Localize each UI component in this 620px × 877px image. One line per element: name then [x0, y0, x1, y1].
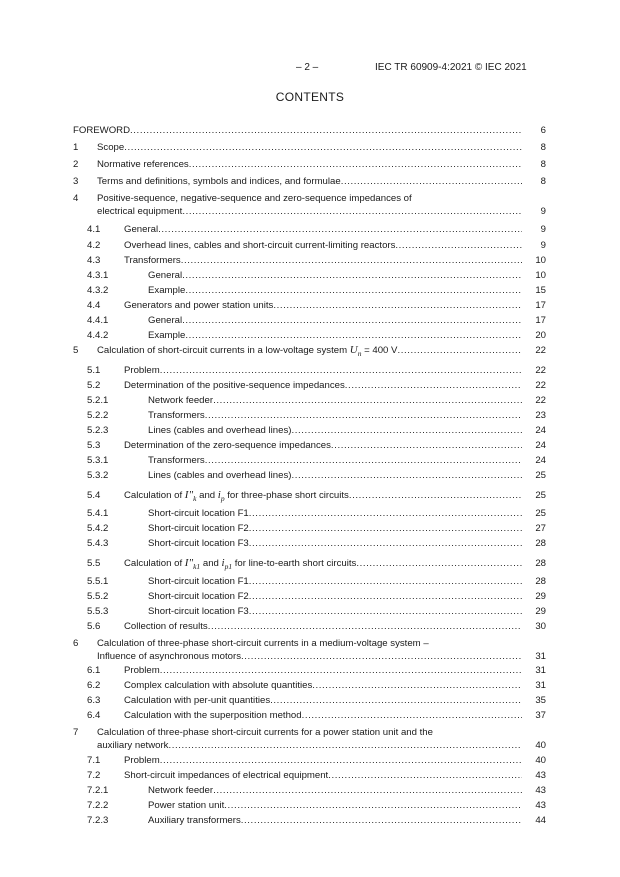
toc-line [124, 694, 522, 707]
toc-page-number: 28 [535, 558, 546, 569]
toc-number: 5.2.3 [87, 425, 109, 436]
toc-page-number: 31 [535, 651, 546, 662]
toc-line [124, 239, 522, 252]
toc-number: 5.4 [87, 490, 101, 501]
toc-number: 5.2.2 [87, 410, 109, 421]
dot-leader [224, 799, 522, 812]
toc-page-number: 22 [535, 365, 546, 376]
toc-number: 6.1 [87, 665, 101, 676]
toc-number: 4.4.2 [87, 330, 109, 341]
toc-number: 5.5 [87, 558, 101, 569]
toc-line [124, 620, 522, 633]
toc-line [97, 650, 522, 663]
math-symbol: $i_{p1}$ [221, 557, 233, 572]
toc-page-number: 35 [535, 695, 546, 706]
toc-page-number: 44 [535, 815, 546, 826]
toc-line [148, 424, 522, 437]
toc-text: Example [148, 285, 186, 296]
toc-line [148, 537, 522, 550]
page-number: – 2 – [296, 62, 319, 73]
toc-text: auxiliary network [97, 740, 169, 751]
toc-page-number: 43 [535, 770, 546, 781]
dot-leader [302, 709, 522, 722]
toc-text: Scope [97, 142, 125, 153]
toc-number: 4 [73, 193, 79, 204]
toc-text: Normative references [97, 159, 189, 170]
toc-entry[interactable] [73, 379, 546, 392]
math-subscript: p [220, 494, 225, 504]
toc-text: Lines (cables and overhead lines) [148, 425, 292, 436]
toc-line [148, 329, 522, 342]
toc-entry[interactable] [73, 522, 546, 535]
toc-line [124, 557, 522, 573]
toc-entry[interactable] [73, 694, 546, 707]
toc-text: Generators and power station units [124, 300, 274, 311]
dot-leader [312, 679, 522, 692]
toc-line [97, 205, 522, 218]
toc-number: 5.4.2 [87, 523, 109, 534]
toc-text: Calculation of short-circuit currents in a low-voltage system $U_n = 400$ V [97, 344, 398, 359]
toc-number: 4.4 [87, 300, 101, 311]
toc-page-number: 8 [540, 176, 546, 187]
toc-text: Calculation with per-unit quantities [124, 695, 271, 706]
dot-leader [124, 141, 522, 154]
math-symbol: $U_n$ [349, 344, 362, 359]
toc-line [97, 344, 522, 360]
toc-entry[interactable] [73, 769, 546, 782]
toc-text: General [148, 270, 183, 281]
dot-leader [270, 694, 522, 707]
dot-leader [249, 537, 522, 550]
dot-leader [349, 489, 522, 505]
dot-leader [182, 269, 522, 282]
toc-page-number: 43 [535, 800, 546, 811]
toc-entry[interactable] [73, 489, 546, 502]
dot-leader [249, 507, 522, 520]
dot-leader [160, 364, 522, 377]
toc-number: 7.2 [87, 770, 101, 781]
toc-number: 4.4.1 [87, 315, 109, 326]
dot-leader [130, 124, 522, 137]
toc-line [124, 223, 522, 236]
toc-text: Short-circuit location F3 [148, 606, 249, 617]
toc-text: General [148, 315, 183, 326]
math-subscript: k [193, 494, 197, 504]
toc-entry[interactable] [73, 141, 546, 154]
toc-number: 4.3 [87, 255, 101, 266]
toc-page-number: 10 [535, 270, 546, 281]
toc-text: Short-circuit location F2 [148, 523, 249, 534]
toc-text: Power station unit [148, 800, 225, 811]
toc-entry[interactable] [73, 424, 546, 437]
toc-number: 4.3.2 [87, 285, 109, 296]
toc-text: Determination of the zero-sequence impedances [124, 440, 331, 451]
toc-line [148, 784, 522, 797]
standard-reference: IEC TR 60909-4:2021 © IEC 2021 [375, 62, 527, 73]
dot-leader [331, 439, 522, 452]
toc-number: 5.2.1 [87, 395, 109, 406]
toc-text: electrical equipment [97, 206, 183, 217]
dot-leader [185, 284, 522, 297]
toc-line [124, 254, 522, 267]
toc-page-number: 31 [535, 665, 546, 676]
dot-leader [182, 314, 522, 327]
toc-page-number: 15 [535, 285, 546, 296]
toc-entry[interactable] [73, 439, 546, 452]
toc-page-number: 8 [540, 142, 546, 153]
dot-leader [241, 650, 522, 663]
toc-text: Complex calculation with absolute quantities [124, 680, 313, 691]
toc-page-number: 29 [535, 606, 546, 617]
toc-line [124, 489, 522, 505]
toc-text: Lines (cables and overhead lines) [148, 470, 292, 481]
dot-leader [205, 409, 522, 422]
toc-page-number: 22 [535, 395, 546, 406]
toc-number: 5.3.1 [87, 455, 109, 466]
dot-leader [328, 769, 522, 782]
dot-leader [213, 784, 522, 797]
toc-text: Short-circuit location F1 [148, 576, 249, 587]
toc-page-number: 17 [535, 315, 546, 326]
toc-number: 7 [73, 727, 79, 738]
toc-entry[interactable] [73, 124, 546, 137]
toc-page-number: 20 [535, 330, 546, 341]
toc-entry[interactable] [73, 284, 546, 297]
toc-line [97, 175, 522, 188]
dot-leader [356, 557, 522, 573]
toc-entry[interactable] [73, 344, 546, 357]
toc-number: 5.4.1 [87, 508, 109, 519]
toc-line [97, 739, 522, 752]
toc-page-number: 29 [535, 591, 546, 602]
math-subscript: k1 [193, 562, 201, 572]
toc-entry[interactable] [73, 175, 546, 188]
toc-text: Short-circuit location F2 [148, 591, 249, 602]
toc-text: Collection of results [124, 621, 208, 632]
toc-text: Determination of the positive-sequence impedances [124, 380, 345, 391]
dot-leader [189, 158, 522, 171]
toc-entry[interactable] [73, 364, 546, 377]
toc-line [124, 754, 522, 767]
toc-number: 5.3 [87, 440, 101, 451]
toc-line [97, 141, 522, 154]
toc-page-number: 8 [540, 159, 546, 170]
toc-number: 4.1 [87, 224, 101, 235]
toc-line [124, 709, 522, 722]
toc-text: Transformers [124, 255, 181, 266]
toc-line [148, 575, 522, 588]
dot-leader [249, 605, 522, 618]
toc-page-number: 22 [535, 380, 546, 391]
dot-leader [395, 239, 522, 252]
toc-text: Terms and definitions, symbols and indices, and formulae [97, 176, 341, 187]
toc-text: Auxiliary transformers [148, 815, 241, 826]
toc-text: Positive-sequence, negative-sequence and zero-sequence impedances of [97, 193, 412, 204]
toc-text: Short-circuit location F3 [148, 538, 249, 549]
toc-page-number: 40 [535, 740, 546, 751]
toc-entry[interactable] [73, 469, 546, 482]
toc-line [148, 454, 522, 467]
toc-line [148, 314, 522, 327]
toc-line [148, 409, 522, 422]
toc-entry[interactable] [73, 679, 546, 692]
toc-number: 5.5.1 [87, 576, 109, 587]
toc-line [148, 394, 522, 407]
dot-leader [341, 175, 522, 188]
toc-page-number: 24 [535, 440, 546, 451]
toc-page-number: 25 [535, 470, 546, 481]
toc-entry[interactable] [73, 799, 546, 812]
toc-text: Network feeder [148, 395, 214, 406]
contents-title: CONTENTS [275, 90, 345, 104]
toc-entry[interactable] [73, 223, 546, 236]
toc-number: 2 [73, 159, 79, 170]
toc-text: Problem [124, 365, 160, 376]
toc-page-number: 25 [535, 508, 546, 519]
toc-text: Short-circuit impedances of electrical equipment [124, 770, 329, 781]
toc-entry[interactable] [73, 192, 546, 218]
toc-page-number: 10 [535, 255, 546, 266]
math-symbol: $I"_{k1}$ [184, 557, 201, 572]
toc-line [124, 364, 522, 377]
toc-number: 7.2.2 [87, 800, 109, 811]
toc-text: Overhead lines, cables and short-circuit current-limiting reactors [124, 240, 396, 251]
toc-number: 6.4 [87, 710, 101, 721]
toc-number: 3 [73, 176, 79, 187]
toc-entry[interactable] [73, 394, 546, 407]
toc-entry[interactable] [73, 537, 546, 550]
toc-number: 5.5.2 [87, 591, 109, 602]
toc-number: 5 [73, 345, 79, 356]
toc-entry[interactable] [73, 664, 546, 677]
dot-leader [397, 344, 522, 360]
math-symbol: $I"_k$ [184, 489, 197, 504]
toc-text: Transformers [148, 455, 205, 466]
toc-entry[interactable] [73, 637, 546, 663]
toc-text: Problem [124, 755, 160, 766]
dot-leader [249, 575, 522, 588]
toc-page-number: 30 [535, 621, 546, 632]
toc-text: General [124, 224, 159, 235]
toc-page-number: 40 [535, 755, 546, 766]
toc-page-number: 24 [535, 455, 546, 466]
math-symbol: $i_p$ [217, 489, 225, 504]
math-subscript: n [357, 349, 362, 359]
toc-number: 7.2.1 [87, 785, 109, 796]
toc-number: 4.2 [87, 240, 101, 251]
toc-entry[interactable] [73, 269, 546, 282]
dot-leader [345, 379, 522, 392]
toc-entry[interactable] [73, 814, 546, 827]
dot-leader [273, 299, 522, 312]
dot-leader [160, 664, 522, 677]
toc-entry[interactable] [73, 254, 546, 267]
toc-page-number: 25 [535, 490, 546, 501]
toc-entry[interactable] [73, 507, 546, 520]
toc-page-number: 17 [535, 300, 546, 311]
dot-leader [205, 454, 522, 467]
toc-line [124, 379, 522, 392]
toc-page-number: 23 [535, 410, 546, 421]
toc-entry[interactable] [73, 605, 546, 618]
toc-text: Example [148, 330, 186, 341]
toc-number: 5.6 [87, 621, 101, 632]
dot-leader [208, 620, 522, 633]
toc-page-number: 24 [535, 425, 546, 436]
toc-text: Short-circuit location F1 [148, 508, 249, 519]
toc-line [124, 679, 522, 692]
toc-number: 5.1 [87, 365, 101, 376]
dot-leader [158, 223, 522, 236]
toc-entry[interactable] [73, 726, 546, 752]
toc-number: 6.2 [87, 680, 101, 691]
toc-line [148, 814, 522, 827]
toc-line [148, 284, 522, 297]
dot-leader [168, 739, 522, 752]
toc-number: 7.2.3 [87, 815, 109, 826]
toc-line [124, 769, 522, 782]
toc-entry[interactable] [73, 454, 546, 467]
toc-line [148, 799, 522, 812]
toc-page-number: 28 [535, 576, 546, 587]
toc-line [124, 664, 522, 677]
toc-number: 4.3.1 [87, 270, 109, 281]
toc-text: FOREWORD [73, 125, 131, 136]
toc-entry[interactable] [73, 754, 546, 767]
toc-line [124, 299, 522, 312]
toc-page-number: 9 [540, 224, 546, 235]
toc-text: Problem [124, 665, 160, 676]
toc-entry[interactable] [73, 314, 546, 327]
toc-page-number: 9 [540, 206, 546, 217]
toc-entry[interactable] [73, 709, 546, 722]
toc-page-number: 31 [535, 680, 546, 691]
toc-line [148, 269, 522, 282]
toc-number: 5.4.3 [87, 538, 109, 549]
toc-text: Calculation with the superposition method [124, 710, 302, 721]
toc-page-number: 22 [535, 345, 546, 356]
toc-entry[interactable] [73, 620, 546, 633]
toc-entry[interactable] [73, 575, 546, 588]
dot-leader [182, 205, 522, 218]
toc-number: 7.1 [87, 755, 101, 766]
dot-leader [160, 754, 522, 767]
toc-line [148, 469, 522, 482]
toc-page-number: 37 [535, 710, 546, 721]
toc-text: Influence of asynchronous motors [97, 651, 241, 662]
dot-leader [241, 814, 522, 827]
toc-number: 6 [73, 638, 79, 649]
toc-line [124, 439, 522, 452]
toc-text: Calculation of three-phase short-circuit currents for a power station unit and the [97, 727, 433, 738]
toc-line [148, 590, 522, 603]
toc-text: Calculation of $I"_{k1}$ and $i_{p1}$ for line-to-earth short circuits [124, 557, 357, 572]
toc-entry[interactable] [73, 299, 546, 312]
toc-entry[interactable] [73, 590, 546, 603]
math-subscript: p1 [224, 562, 233, 572]
toc-number: 6.3 [87, 695, 101, 706]
toc-text: Transformers [148, 410, 205, 421]
dot-leader [213, 394, 522, 407]
toc-page-number: 6 [540, 125, 546, 136]
toc-line [148, 605, 522, 618]
toc-number: 5.3.2 [87, 470, 109, 481]
dot-leader [291, 424, 522, 437]
toc-entry[interactable] [73, 239, 546, 252]
toc-line [148, 522, 522, 535]
toc-entry[interactable] [73, 158, 546, 171]
toc-number: 1 [73, 142, 79, 153]
dot-leader [291, 469, 522, 482]
toc-entry[interactable] [73, 329, 546, 342]
toc-entry[interactable] [73, 409, 546, 422]
toc-entry[interactable] [73, 557, 546, 570]
toc-text: Calculation of three-phase short-circuit currents in a medium-voltage system – [97, 638, 429, 649]
dot-leader [185, 329, 522, 342]
toc-text: Calculation of $I"_k$ and $i_p$ for three-phase short circuits [124, 489, 349, 504]
toc-line [73, 124, 522, 137]
toc-entry[interactable] [73, 784, 546, 797]
toc-line [97, 158, 522, 171]
toc-page-number: 9 [540, 240, 546, 251]
dot-leader [249, 522, 522, 535]
toc-number: 5.2 [87, 380, 101, 391]
toc-text: Network feeder [148, 785, 214, 796]
toc-line [148, 507, 522, 520]
dot-leader [249, 590, 522, 603]
toc-number: 5.5.3 [87, 606, 109, 617]
toc-page-number: 28 [535, 538, 546, 549]
toc-page-number: 27 [535, 523, 546, 534]
toc-page-number: 43 [535, 785, 546, 796]
dot-leader [181, 254, 522, 267]
